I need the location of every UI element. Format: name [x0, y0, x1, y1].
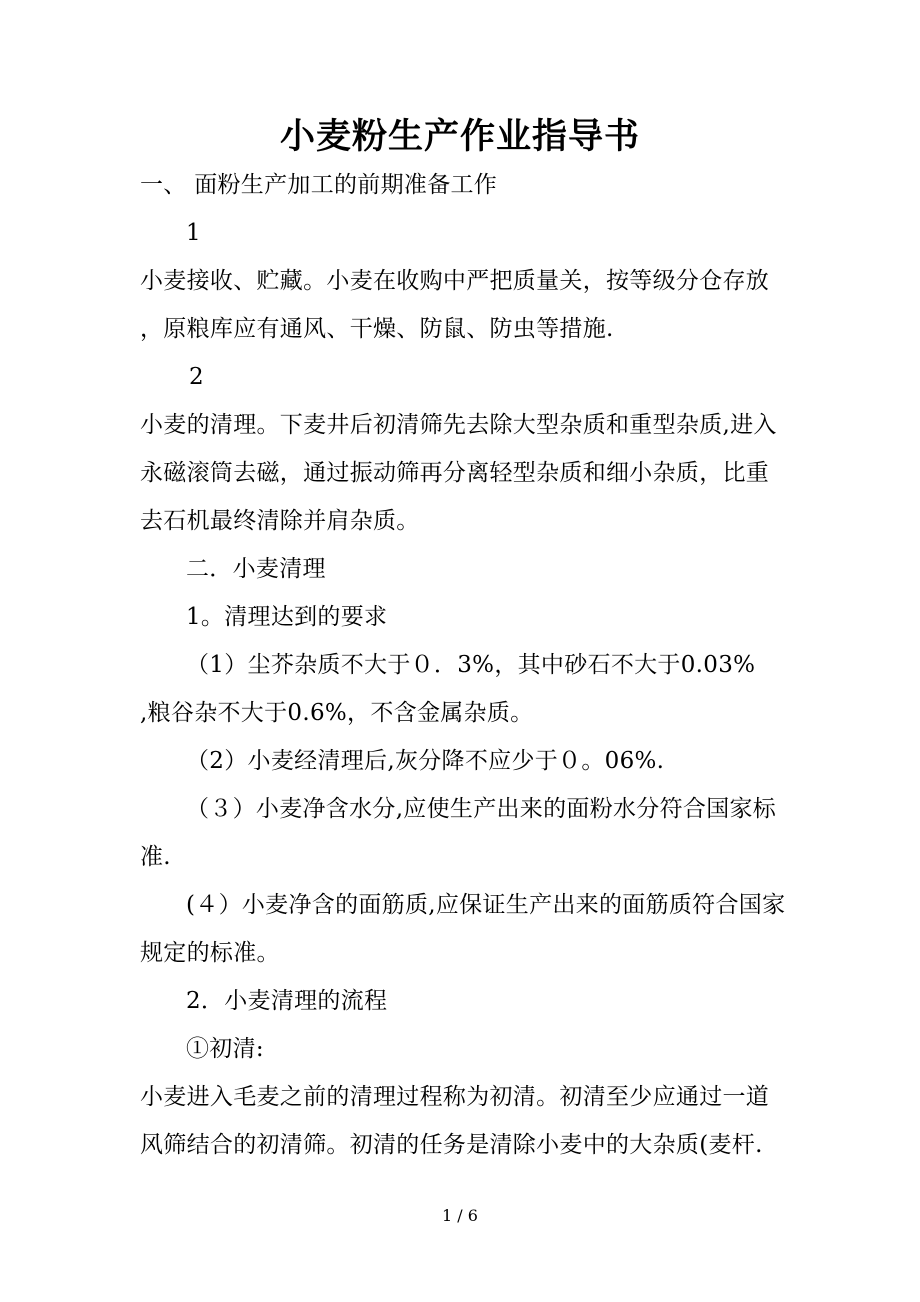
- page-indicator: 1 / 6: [442, 1206, 478, 1225]
- requirement-line: （３）小麦净含水分,应使生产出来的面粉水分符合国家标: [186, 796, 777, 822]
- paragraph-line: 小麦接收、贮藏。小麦在收购中严把质量关，按等级分仓存放: [140, 268, 770, 294]
- requirement-line: (４）小麦净含的面筋质,应保证生产出来的面筋质符合国家: [186, 892, 786, 918]
- item-number: 1: [186, 220, 201, 246]
- paragraph-line: 永磁滚筒去磁，通过振动筛再分离轻型杂质和细小杂质，比重: [140, 460, 770, 486]
- paragraph-line: 小麦的清理。下麦井后初清筛先去除大型杂质和重型杂质,进入: [140, 412, 777, 438]
- requirement-line: ,粮谷杂不大于0.6%，不含金属杂质。: [140, 700, 534, 726]
- paragraph-line: 风筛结合的初清筛。初清的任务是清除小麦中的大杂质(麦杆.: [140, 1132, 763, 1158]
- document-title: 小麦粉生产作业指导书: [279, 116, 640, 157]
- paragraph-line: 去石机最终清除并肩杂质。: [140, 508, 420, 534]
- requirement-line: 规定的标准。: [140, 940, 280, 966]
- paragraph-line: 小麦进入毛麦之前的清理过程称为初清。初清至少应通过一道: [140, 1084, 770, 1110]
- requirement-line: （1）尘芥杂质不大于０．3%，其中砂石不大于0.03%: [186, 652, 756, 678]
- subsection-heading: 1。清理达到的要求: [186, 604, 388, 630]
- requirement-line: （2）小麦经清理后,灰分降不应少于０。06%.: [186, 748, 665, 774]
- step-heading: ①初清:: [186, 1036, 264, 1062]
- subsection-heading: 2．小麦清理的流程: [186, 988, 388, 1014]
- requirement-line: 准.: [140, 844, 171, 870]
- item-number: 2: [189, 364, 204, 390]
- section-heading: 二．小麦清理: [186, 556, 326, 582]
- paragraph-line: ，原粮库应有通风、干燥、防鼠、防虫等措施.: [140, 316, 614, 342]
- section-heading: 一、 面粉生产加工的前期准备工作: [140, 172, 498, 198]
